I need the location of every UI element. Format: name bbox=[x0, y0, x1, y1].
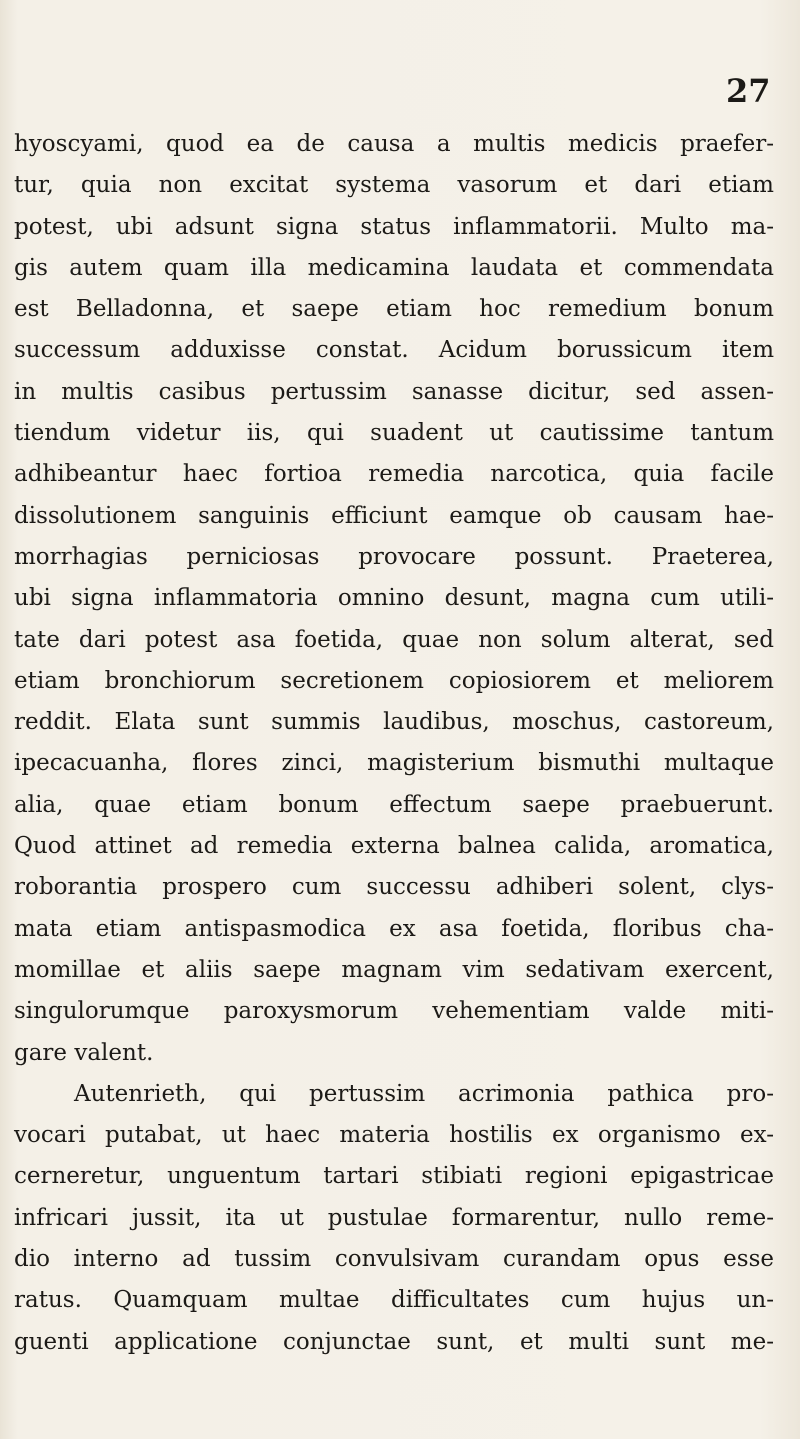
text-line: alia, quae etiam bonum effectum saepe praebuerunt. bbox=[14, 791, 774, 818]
page-number: 27 bbox=[726, 72, 771, 110]
text-line: vocari putabat, ut haec materia hostilis ex organismo ex- bbox=[14, 1122, 774, 1149]
text-line: ratus. Quamquam multae difficultates cum hujus un- bbox=[14, 1287, 774, 1314]
text-line: gare valent. bbox=[14, 1039, 154, 1066]
text-line: dissolutionem sanguinis efficiunt eamque ob causam hae- bbox=[14, 502, 774, 529]
text-line: adhibeantur haec fortioa remedia narcotica, quia facile bbox=[14, 461, 774, 488]
text-line: roborantia prospero cum successu adhiberi solent, clys- bbox=[14, 874, 774, 901]
text-line: Autenrieth, qui pertussim acrimonia pathica pro- bbox=[74, 1080, 774, 1107]
text-line: tate dari potest asa foetida, quae non solum alterat, sed bbox=[14, 626, 774, 653]
text-line: potest, ubi adsunt signa status inflammatorii. Multo ma- bbox=[14, 213, 774, 240]
body-text bbox=[14, 124, 774, 1363]
text-line: momillae et aliis saepe magnam vim sedativam exercent, bbox=[14, 956, 774, 983]
text-line: morrhagias perniciosas provocare possunt. Praeterea, bbox=[14, 543, 774, 570]
text-line: guenti applicatione conjunctae sunt, et multi sunt me- bbox=[14, 1328, 774, 1355]
text-line: tur, quia non excitat systema vasorum et dari etiam bbox=[14, 172, 774, 199]
text-line: ipecacuanha, flores zinci, magisterium bismuthi multaque bbox=[14, 750, 774, 777]
text-line: reddit. Elata sunt summis laudibus, moschus, castoreum, bbox=[14, 709, 774, 736]
text-line: etiam bronchiorum secretionem copiosiorem et meliorem bbox=[14, 667, 774, 694]
text-line: dio interno ad tussim convulsivam curandam opus esse bbox=[14, 1246, 774, 1273]
text-line: mata etiam antispasmodica ex asa foetida, floribus cha- bbox=[14, 915, 774, 942]
text-line: in multis casibus pertussim sanasse dicitur, sed assen- bbox=[14, 378, 774, 405]
text-line: tiendum videtur iis, qui suadent ut cautissime tantum bbox=[14, 420, 774, 447]
text-line: ubi signa inflammatoria omnino desunt, magna cum utili- bbox=[14, 585, 774, 612]
text-line: hyoscyami, quod ea de causa a multis medicis praefer- bbox=[14, 131, 774, 157]
text-line: gis autem quam illa medicamina laudata et commendata bbox=[14, 254, 774, 281]
text-line: est Belladonna, et saepe etiam hoc remedium bonum bbox=[14, 296, 774, 323]
text-line: Quod attinet ad remedia externa balnea calida, aromatica, bbox=[14, 833, 774, 860]
text-line: infricari jussit, ita ut pustulae formarentur, nullo reme- bbox=[14, 1204, 774, 1231]
text-line: singulorumque paroxysmorum vehementiam valde miti- bbox=[14, 998, 774, 1025]
text-line: cerneretur, unguentum tartari stibiati regioni epigastricae bbox=[14, 1163, 774, 1190]
text-line: successum adduxisse constat. Acidum borussicum item bbox=[14, 337, 774, 364]
